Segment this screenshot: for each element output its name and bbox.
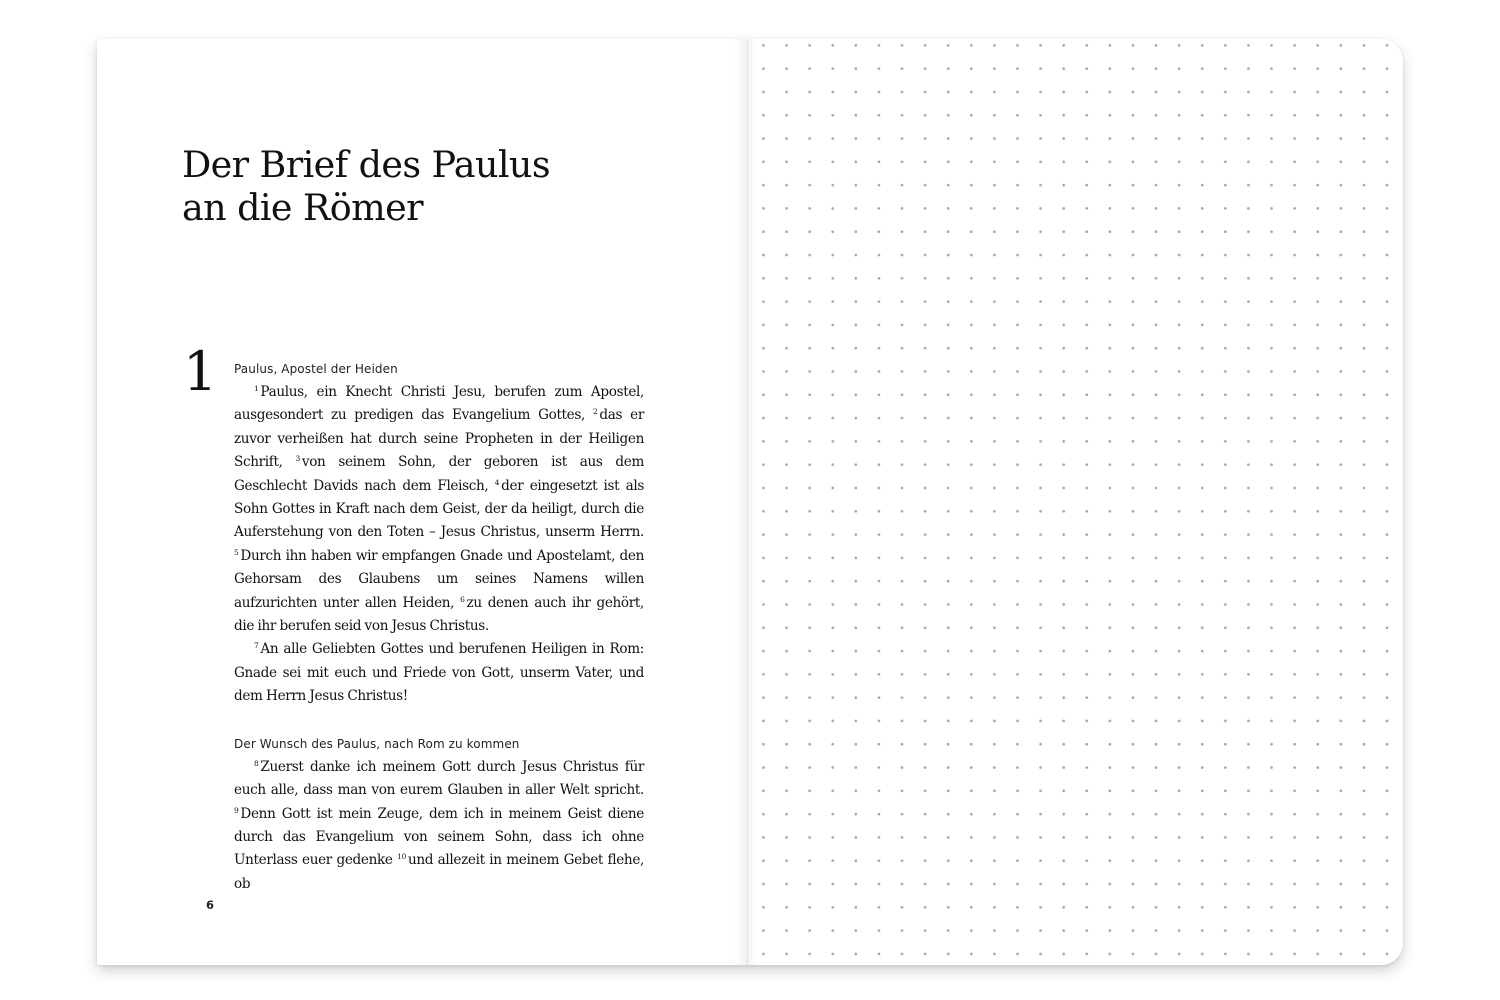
verse-text: der eingesetzt ist als Sohn Gottes in Kraft nach dem Geist, der da heiligt, durch die Auferstehung von den Toten – Jesus Christus, unserm Herrn. [234,477,644,541]
chapter-number: 1 [183,340,218,403]
section-heading-2: Der Wunsch des Paulus, nach Rom zu kommen [234,736,520,751]
gutter-shadow-right [748,39,758,965]
verse-text: zu denen auch ihr gehört, die ihr berufen seid von Jesus Christus. [234,594,644,635]
paragraph [234,381,644,638]
book-title-line-2: an die Römer [182,186,424,229]
verse-text: Zuerst danke ich meinem Gott durch Jesus Christus für euch alle, dass man von eurem Glauben in aller Welt spricht. [234,758,644,799]
right-page-dot-grid [748,39,1403,965]
text-column [234,361,644,896]
verse-number: 7 [254,641,259,651]
page-number: 6 [206,898,215,912]
verse-number: 5 [234,547,239,557]
verse-text: das er zuvor verheißen hat durch seine Propheten in der Heiligen Schrift, [234,407,645,471]
verse-number: 10 [397,852,406,862]
left-page [97,39,748,965]
verse-text: Paulus, ein Knecht Christi Jesu, berufen zum Apostel, ausgesondert zu predigen das Evangelium Gottes, [234,384,644,424]
verse-number: 2 [592,407,598,417]
book-title-line-1: Der Brief des Paulus [182,143,550,186]
book-title [182,143,550,229]
verse-text: Durch ihn haben wir empfangen Gnade und Apostelamt, den Gehorsam des Glaubens um seines Namens willen aufzurichten unter allen Heiden, [234,547,644,611]
paragraph [234,638,644,708]
verse-text: von seinem Sohn, der geboren ist aus dem Geschlecht Davids nach dem Fleisch, [234,454,644,494]
book-spread [97,39,1403,965]
section-heading-1: Paulus, Apostel der Heiden [234,362,398,376]
verse-number: 3 [295,454,300,464]
verse-number: 4 [494,477,500,487]
verse-number: 8 [254,758,259,768]
paragraph [234,756,644,896]
verse-number: 1 [254,384,259,393]
gutter-shadow [733,39,747,965]
verse-number: 9 [234,805,239,815]
verse-text: und allezeit in meinem Gebet flehe, ob [234,852,644,892]
verse-text: An alle Geliebten Gottes und berufenen Heiligen in Rom: Gnade sei mit euch und Friede von Gott, unserm Vater, und dem Herrn Jesus Christus! [234,641,644,705]
verse-number: 6 [460,594,465,604]
verse-text: Denn Gott ist mein Zeuge, dem ich in meinem Geist diene durch das Evangelium von seinem Sohn, dass ich ohne Unterlass euer gedenke [234,805,644,869]
